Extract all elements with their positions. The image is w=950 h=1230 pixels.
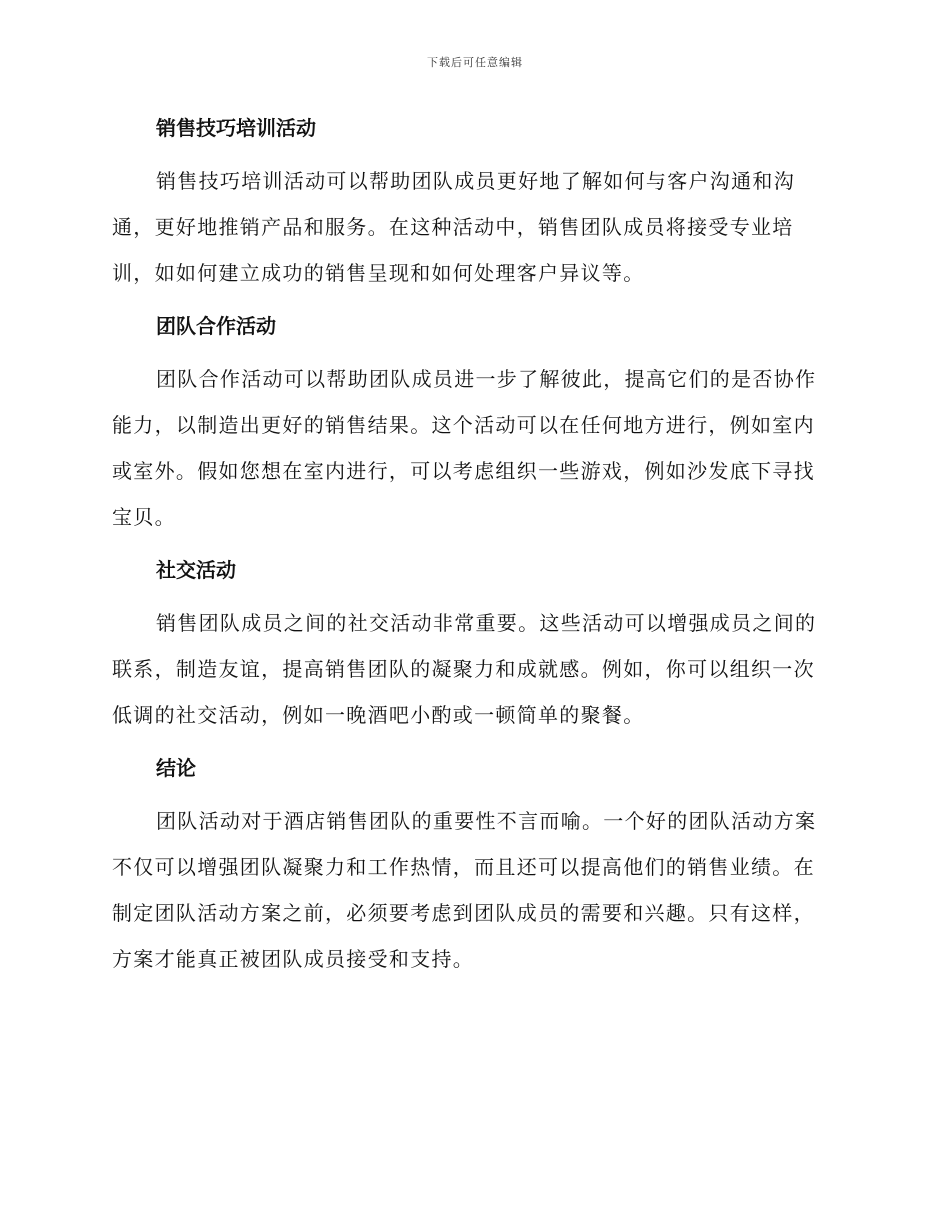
section-paragraph: 团队活动对于酒店销售团队的重要性不言而喻。一个好的团队活动方案不仅可以增强团队凝聚力和工作热情，而且还可以提高他们的销售业绩。在制定团队活动方案之前，必须要考虑到团队成员的需要和兴趣。只有这样，方案才能真正被团队成员接受和支持。 [112,809,817,971]
section-title: 团队合作活动 [156,314,276,338]
section-conclusion [112,752,832,982]
section-paragraph: 销售团队成员之间的社交活动非常重要。这些活动可以增强成员之间的联系，制造友谊，提高销售团队的凝聚力和成就感。例如，你可以组织一次低调的社交活动，例如一晚酒吧小酌或一顿简单的聚餐。 [112,611,817,727]
section-paragraph: 团队合作活动可以帮助团队成员进一步了解彼此，提高它们的是否协作能力，以制造出更好的销售结果。这个活动可以在任何地方进行，例如室内或室外。假如您想在室内进行，可以考虑组织一些游戏，例如沙发底下寻找宝贝。 [112,367,817,529]
section-paragraph: 销售技巧培训活动可以帮助团队成员更好地了解如何与客户沟通和沟通，更好地推销产品和服务。在这种活动中，销售团队成员将接受专业培训，如如何建立成功的销售呈现和如何处理客户异议等。 [112,169,795,285]
section-social-activities [112,554,832,738]
section-title: 社交活动 [156,558,236,582]
document-content [112,112,832,982]
section-team-cooperation [112,310,832,540]
section-title: 销售技巧培训活动 [156,116,316,140]
section-sales-skills-training [112,112,832,296]
section-title: 结论 [156,756,196,780]
header-note: 下载后可任意编辑 [427,56,523,69]
